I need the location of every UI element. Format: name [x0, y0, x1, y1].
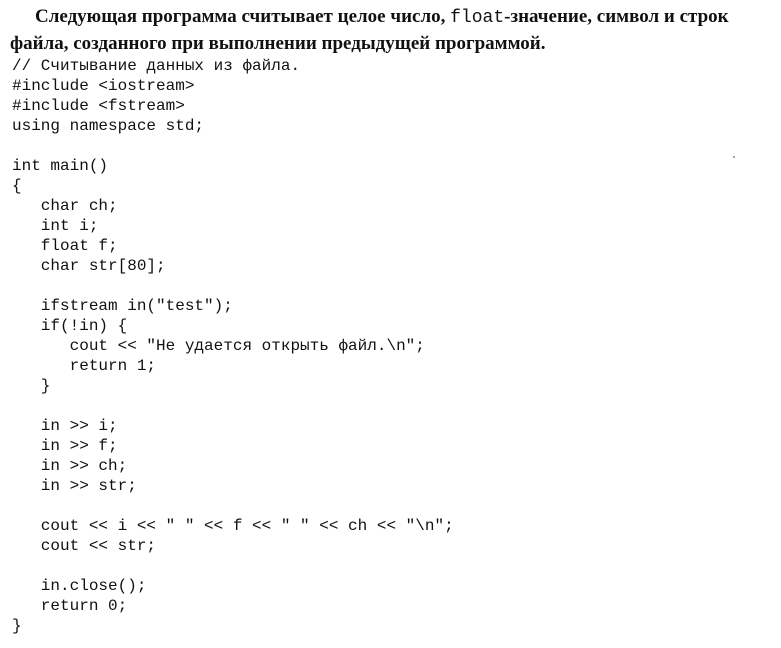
code-line: in >> str;	[12, 477, 137, 495]
intro-paragraph	[10, 4, 781, 57]
code-line: }	[12, 617, 22, 635]
scan-speck	[733, 156, 735, 158]
code-line	[12, 276, 454, 296]
code-line: #include <fstream>	[12, 97, 185, 115]
intro-text-start: Следующая программа считывает целое число,	[35, 6, 451, 27]
code-line: ifstream in("test");	[12, 297, 233, 315]
cut-off-next-line	[50, 640, 610, 648]
code-line: int i;	[12, 217, 99, 235]
code-line: using namespace std;	[12, 117, 205, 135]
code-line: int main()	[12, 157, 109, 175]
code-line	[12, 556, 454, 576]
code-line: // Считывание данных из файла.	[12, 57, 301, 75]
code-line: cout << str;	[12, 537, 157, 555]
code-line: in >> i;	[12, 417, 118, 435]
code-line: {	[12, 177, 22, 195]
code-line	[12, 496, 454, 516]
intro-line-1	[10, 4, 781, 31]
code-listing	[12, 56, 454, 636]
code-line: if(!in) {	[12, 317, 128, 335]
code-line: cout << i << " " << f << " " << ch << "\n";	[12, 517, 454, 535]
code-line: }	[12, 377, 51, 395]
code-line	[12, 136, 454, 156]
code-line: char ch;	[12, 197, 118, 215]
code-line: cout << "Не удается открыть файл.\n";	[12, 337, 425, 355]
code-line: in >> f;	[12, 437, 118, 455]
code-line: return 0;	[12, 597, 128, 615]
code-line: in.close();	[12, 577, 147, 595]
intro-line-2: файла, созданного при выполнении предыдущей программой.	[10, 33, 546, 54]
code-line: return 1;	[12, 357, 157, 375]
inline-code-float: float	[450, 8, 505, 28]
code-line: float f;	[12, 237, 118, 255]
code-line: #include <iostream>	[12, 77, 195, 95]
code-line: char str[80];	[12, 257, 166, 275]
intro-text-end: -значение, символ и строк	[504, 6, 729, 27]
code-line	[12, 396, 454, 416]
code-line: in >> ch;	[12, 457, 128, 475]
